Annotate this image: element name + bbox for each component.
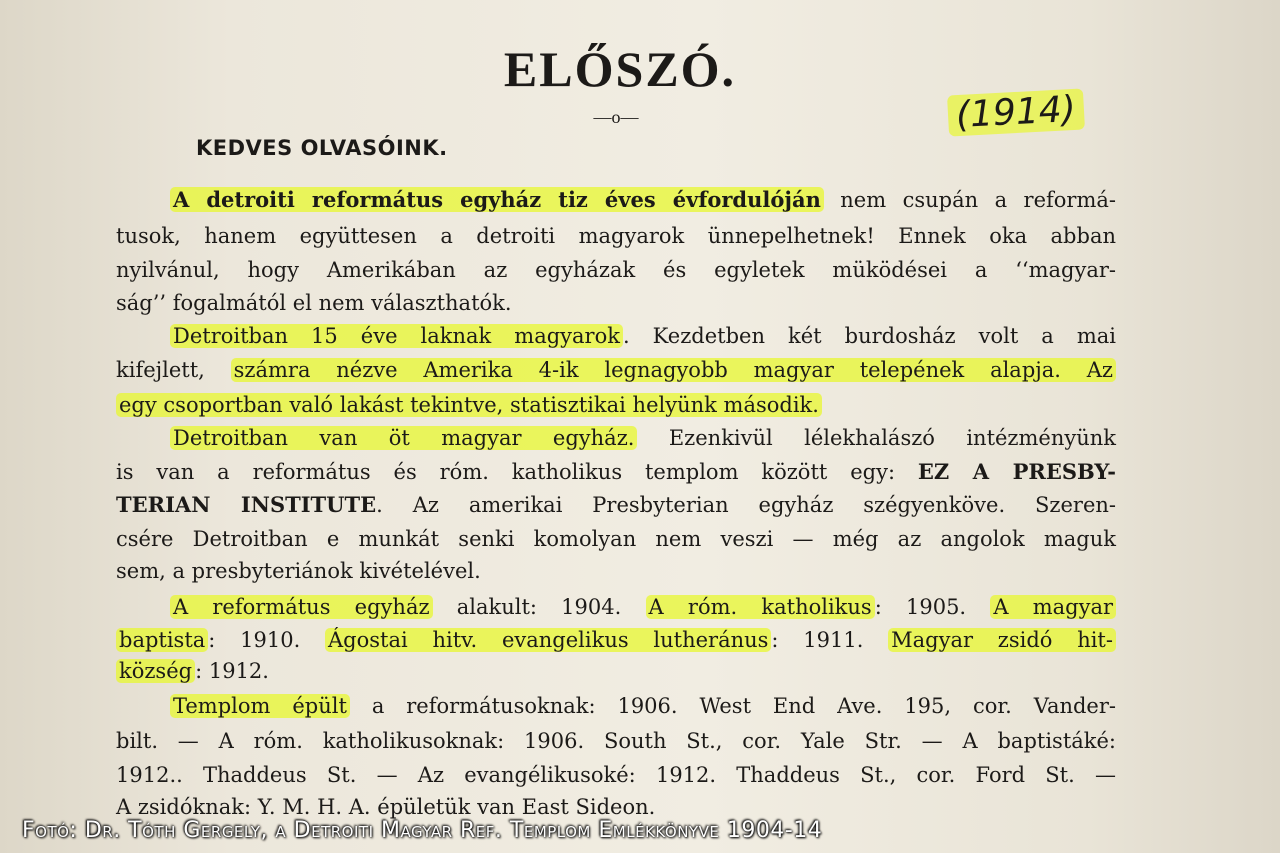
highlight: Detroitban van öt magyar egyház. — [170, 426, 637, 450]
text-line: A zsidóknak: Y. M. H. A. épületük van East Sideon. — [116, 795, 656, 819]
text-line: csére Detroitban e munkát senki komolyan nem veszi — még az angolok maguk — [116, 527, 1116, 551]
highlight: A detroiti református egyház tiz éves évfordulóján — [170, 187, 824, 212]
text-line: A református egyház alakult: 1904. A róm. katholikus : 1905. A magyar — [170, 593, 1116, 621]
photo-credit-caption: Fotó: Dr. Tóth Gergely, a Detroiti Magyar Ref. Templom Emlékkönyve 1904-14 — [22, 818, 823, 843]
text-line: baptista : 1910. Ágostai hitv. evangelikus lutheránus : 1911. Magyar zsidó hit- — [116, 626, 1116, 654]
text-line: kifejlett, számra nézve Amerika 4-ik legnagyobb magyar telepének alapja. Az — [116, 356, 1116, 384]
highlight: A magyar — [990, 595, 1116, 619]
highlight: Ágostai hitv. evangelikus lutheránus — [325, 628, 771, 652]
handwritten-year: (1914) — [947, 88, 1085, 136]
text-line: sem, a presbyteriánok kivételével. — [116, 559, 481, 583]
text-line: Templom épült a reformátusoknak: 1906. West End Ave. 195, cor. Vander- — [170, 692, 1116, 720]
highlight: A róm. katholikus — [646, 595, 875, 619]
text-line: is van a református és róm. katholikus templom között egy: EZ A PRESBY- — [116, 459, 1116, 484]
text-line: Detroitban van öt magyar egyház. Ezenkivül lélekhalászó intézményünk — [170, 424, 1116, 452]
text-line: A detroiti református egyház tiz éves évfordulóján nem csupán a reformá- — [170, 186, 1116, 214]
highlight: A református egyház — [170, 595, 433, 619]
text-line: bilt. — A róm. katholikusoknak: 1906. South St., cor. Yale Str. — A baptistáké: — [116, 729, 1116, 753]
salutation: KEDVES OLVASÓINK. — [196, 136, 448, 160]
text-line: község : 1912. — [116, 657, 1116, 685]
text-line: nyilvánul, hogy Amerikában az egyházak és egyletek müködései a ‘‘magyar- — [116, 258, 1116, 282]
highlight: számra nézve Amerika 4-ik legnagyobb magyar telepének alapja. Az — [231, 358, 1116, 382]
highlight: Templom épült — [170, 694, 350, 718]
highlight: egy csoportban való lakást tekintve, statisztikai helyünk második. — [116, 393, 822, 417]
highlight: Detroitban 15 éve laknak magyarok — [170, 324, 623, 348]
highlight: baptista — [116, 628, 208, 652]
text-line: tusok, hanem együttesen a detroiti magyarok ünnepelhetnek! Ennek oka abban — [116, 224, 1116, 248]
highlight: Magyar zsidó hit- — [888, 628, 1116, 652]
page-title: ELŐSZÓ. — [503, 41, 737, 97]
highlight: község — [116, 659, 195, 683]
title-separator: —o— — [593, 107, 639, 127]
text-line: ság’’ fogalmától el nem választhatók. — [116, 291, 512, 315]
text-line: 1912.. Thaddeus St. — Az evangélikusoké: 1912. Thaddeus St., cor. Ford St. — — [116, 763, 1116, 787]
text-line: Detroitban 15 éve laknak magyarok . Kezdetben két burdosház volt a mai — [170, 322, 1116, 350]
text-line — [116, 391, 1116, 419]
text-line: TERIAN INSTITUTE. Az amerikai Presbyterian egyház szégyenköve. Szeren- — [116, 492, 1116, 517]
